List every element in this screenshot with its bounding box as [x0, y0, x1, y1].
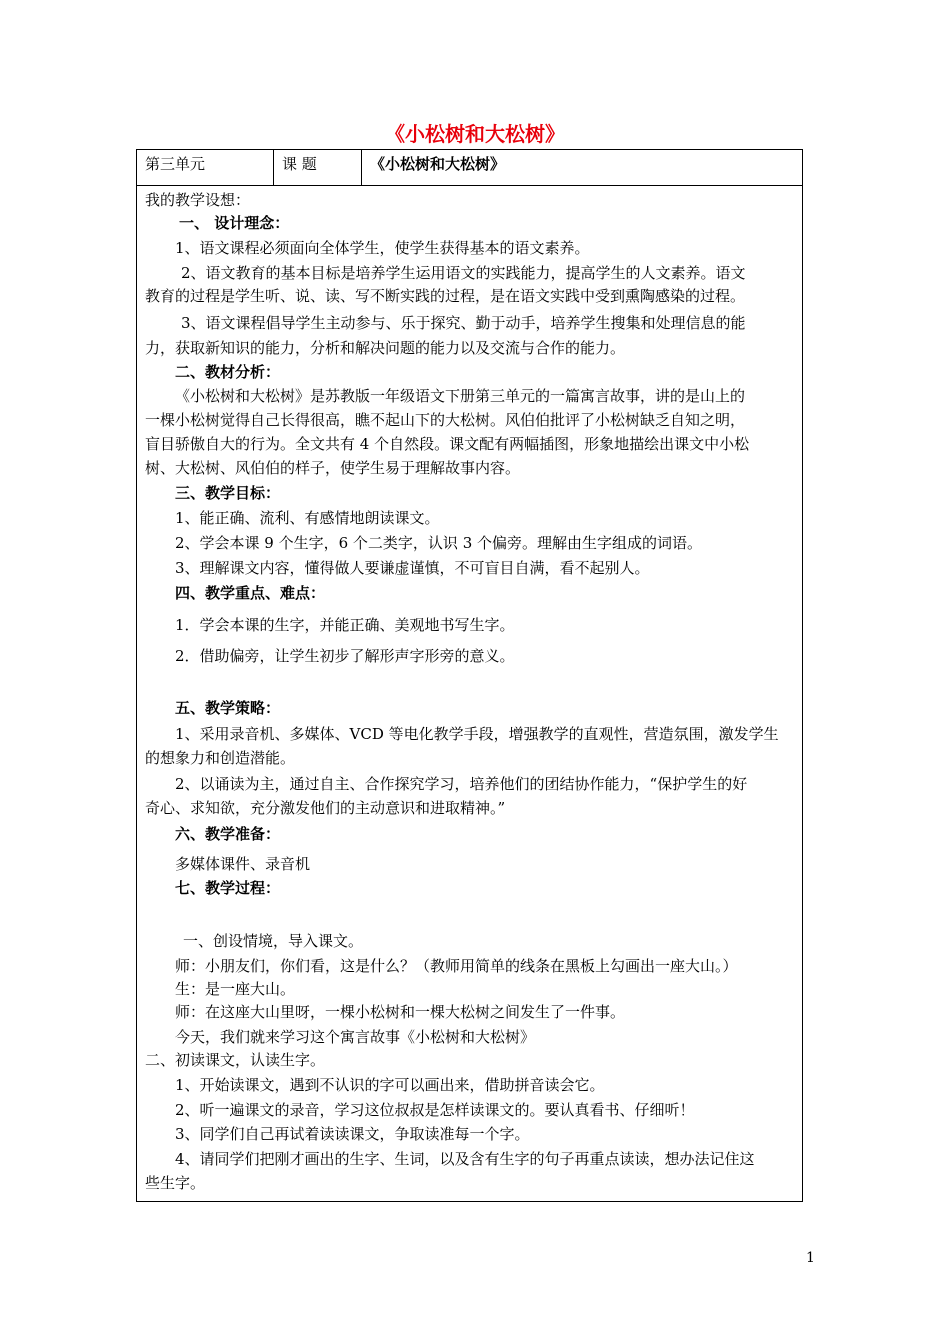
text-line: 4、请同学们把刚才画出的生字、生词，以及含有生字的句子再重点读读，想办法记住这 [175, 1150, 755, 1168]
text-line: 生：是一座大山。 [175, 980, 296, 998]
topic-value-cell: 《小松树和大松树》 [361, 150, 800, 185]
section-heading-2: 二、教材分析： [175, 363, 281, 381]
text-line: 今天，我们就来学习这个寓言故事《小松树和大松树》 [175, 1028, 536, 1046]
text-line: 2、学会本课 9 个生字，6 个二类字，认识 3 个偏旁。理解由生字组成的词语。 [175, 534, 703, 552]
text-line: 二、初读课文，认读生字。 [145, 1051, 326, 1069]
text-line: 1、采用录音机、多媒体、VCD 等电化教学手段，增强教学的直观性，营造氛围，激发学生 [175, 725, 779, 743]
section-heading-6: 六、教学准备： [175, 825, 281, 843]
page-number: 1 [806, 1250, 815, 1266]
text-line: 2、听一遍课文的录音，学习这位叔叔是怎样读课文的。要认真看书、仔细听！ [175, 1101, 695, 1119]
text-line: 教育的过程是学生听、说、读、写不断实践的过程，是在语文实践中受到熏陶感染的过程。 [145, 287, 746, 305]
text-line: 3、同学们自己再试着读读课文，争取读准每一个字。 [175, 1125, 530, 1143]
document-title: 《小松树和大松树》 [385, 122, 565, 146]
text-line: 师：在这座大山里呀，一棵小松树和一棵大松树之间发生了一件事。 [175, 1003, 626, 1021]
text-line: 1．学会本课的生字，并能正确、美观地书写生字。 [175, 616, 515, 634]
text-line: 树、大松树、风伯伯的样子，使学生易于理解故事内容。 [145, 459, 521, 477]
text-line: 3、语文课程倡导学生主动参与、乐于探究、勤于动手，培养学生搜集和处理信息的能 [181, 314, 746, 332]
text-line: 盲目骄傲自大的行为。全文共有 4 个自然段。课文配有两幅插图，形象地描绘出课文中小松 [145, 435, 750, 453]
text-line: 一、创设情境，导入课文。 [183, 932, 364, 950]
text-line: 些生字。 [145, 1174, 206, 1192]
text-line: 2．借助偏旁，让学生初步了解形声字形旁的意义。 [175, 647, 515, 665]
section-heading-4: 四、教学重点、难点： [175, 584, 326, 602]
text-line: 《小松树和大松树》是苏教版一年级语文下册第三单元的一篇寓言故事，讲的是山上的 [175, 387, 746, 405]
section-heading-5: 五、教学策略： [175, 699, 281, 717]
section-heading-7: 七、教学过程： [175, 879, 281, 897]
section-heading-3: 三、教学目标： [175, 484, 281, 502]
text-line: 师：小朋友们，你们看，这是什么？（教师用简单的线条在黑板上勾画出一座大山。） [175, 957, 738, 975]
text-line: 的想象力和创造潜能。 [145, 749, 296, 767]
intro-heading: 我的教学设想： [145, 191, 251, 209]
lesson-table [136, 149, 803, 1202]
text-line: 2、语文教育的基本目标是培养学生运用语文的实践能力，提高学生的人文素养。语文 [181, 264, 746, 282]
text-line: 多媒体课件、录音机 [175, 855, 311, 873]
unit-cell: 第三单元 [145, 155, 206, 173]
text-line: 2、以诵读为主，通过自主、合作探究学习，培养他们的团结协作能力，“保护学生的好 [175, 775, 748, 793]
topic-label-cell: 课 题 [273, 150, 370, 185]
text-line: 1、能正确、流利、有感情地朗读课文。 [175, 509, 440, 527]
text-line: 3、理解课文内容，懂得做人要谦虚谨慎，不可盲目自满，看不起别人。 [175, 559, 650, 577]
text-line: 1、开始读课文，遇到不认识的字可以画出来，借助拼音读会它。 [175, 1076, 605, 1094]
text-line: 一棵小松树觉得自己长得很高，瞧不起山下的大松树。风伯伯批评了小松树缺乏自知之明， [145, 411, 746, 429]
text-line: 奇心、求知欲，充分激发他们的主动意识和进取精神。” [145, 799, 506, 817]
text-line: 1、语文课程必须面向全体学生，使学生获得基本的语文素养。 [175, 239, 590, 257]
table-header-row [137, 150, 802, 186]
text-line: 力，获取新知识的能力，分析和解决问题的能力以及交流与合作的能力。 [145, 339, 626, 357]
section-heading-1: 一、 设计理念： [179, 214, 290, 232]
